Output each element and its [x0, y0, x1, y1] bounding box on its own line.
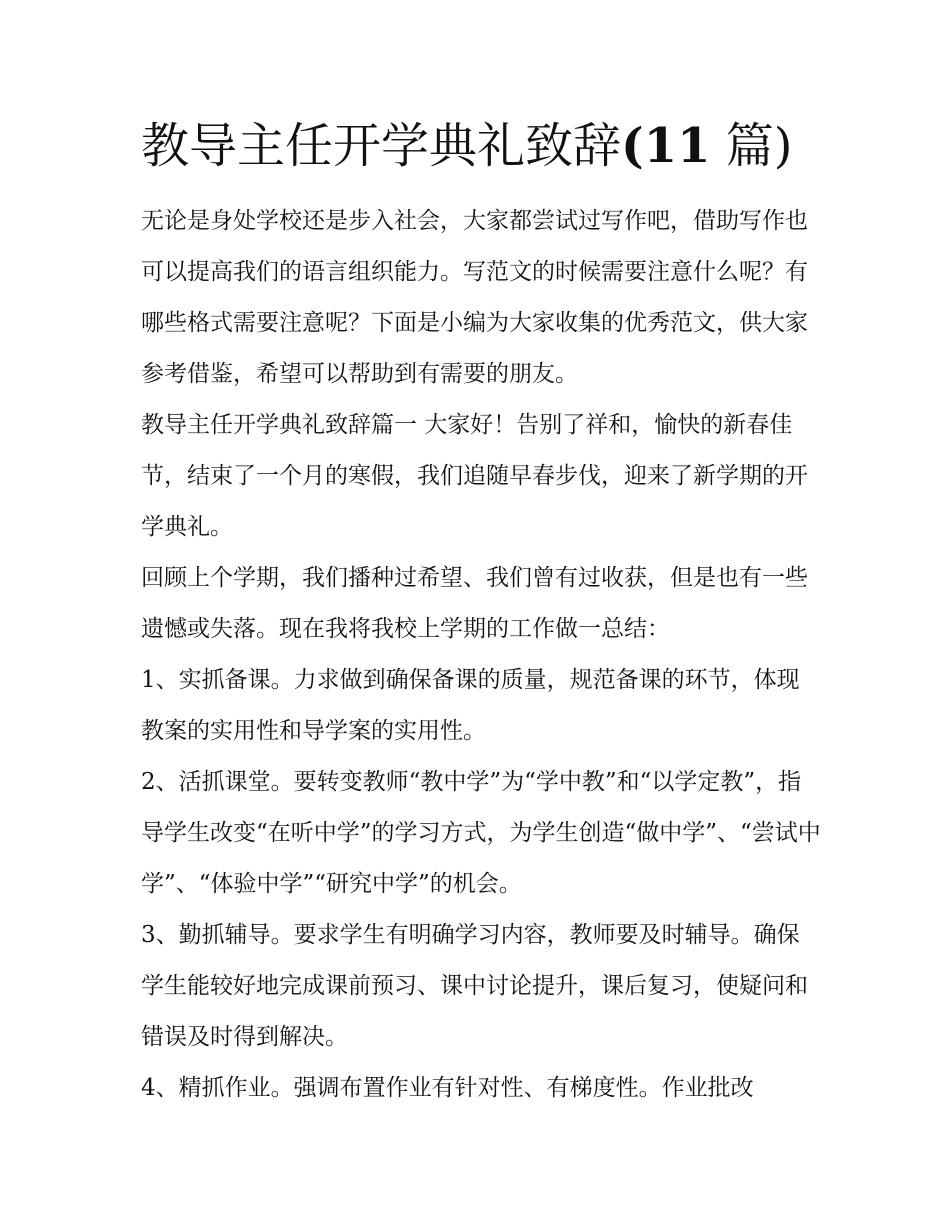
review-paragraph: 回顾上个学期，我们播种过希望、我们曾有过收获，但是也有一些遗憾或失落。现在我将我校上学期的工作做一总结：: [141, 565, 808, 642]
document-body: [141, 108, 821, 1114]
intro-paragraph: 无论是身处学校还是步入社会，大家都尝试过写作吧，借助写作也可以提高我们的语言组织能力。写范文的时候需要注意什么呢？有哪些格式需要注意呢？下面是小编为大家收集的优秀范文，供大家参考借鉴，希望可以帮助到有需要的朋友。: [141, 208, 808, 387]
title-suffix: 篇): [710, 118, 793, 174]
greeting-paragraph: 教导主任开学典礼致辞篇一 大家好！告别了祥和，愉快的新春佳节，结束了一个月的寒假，我们追随早春步伐，迎来了新学期的开学典礼。: [141, 412, 808, 540]
item-2-paragraph: 2、活抓课堂。要转变教师“教中学”为“学中教”和“以学定教”，指导学生改变“在听中学”的学习方式，为学生创造“做中学”、“尝试中学”、“体验中学”“研究中学”的机会。: [141, 769, 821, 897]
item-4-paragraph: 4、精抓作业。强调布置作业有针对性、有梯度性。作业批改: [141, 1075, 754, 1101]
document-title: [141, 108, 821, 184]
title-text: 教导主任开学典礼致辞: [141, 118, 622, 174]
title-count: (11: [621, 118, 711, 174]
item-1-paragraph: 1、实抓备课。力求做到确保备课的质量，规范备课的环节，体现教案的实用性和导学案的实用性。: [141, 667, 800, 744]
item-3-paragraph: 3、勤抓辅导。要求学生有明确学习内容，教师要及时辅导。确保学生能较好地完成课前预习、课中讨论提升，课后复习，使疑问和错误及时得到解决。: [141, 922, 808, 1050]
